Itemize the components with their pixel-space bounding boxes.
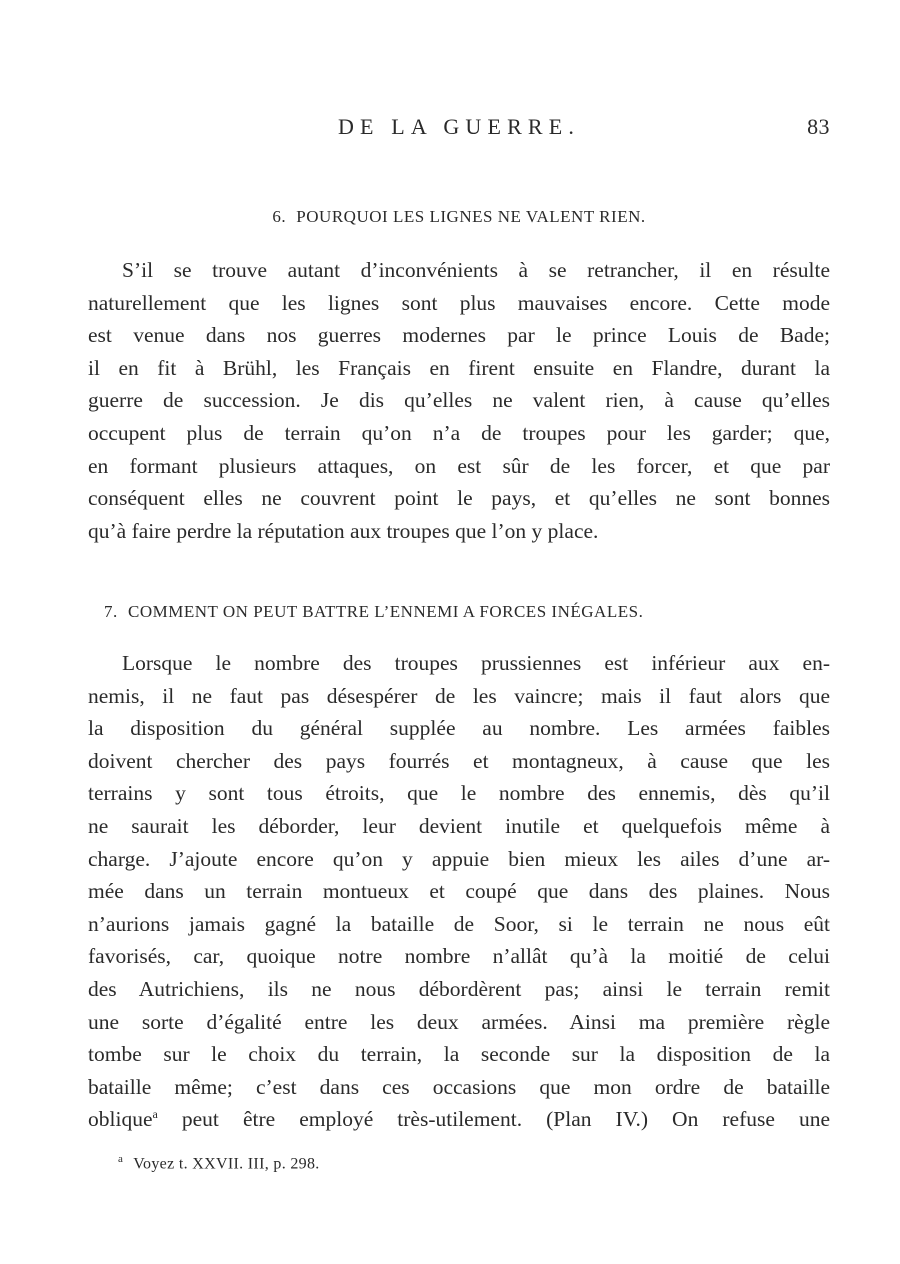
- text-line-with-footnote-ref: [88, 1103, 830, 1136]
- text-line: S’il se trouve autant d’inconvénients à se retrancher, il en résulte: [122, 258, 830, 282]
- text-line: la disposition du général supplée au nombre. Les armées faibles: [88, 716, 830, 741]
- running-title: DE LA GUERRE.: [337, 114, 581, 139]
- text-line: des Autrichiens, ils ne nous débordèrent pas; ainsi le terrain remit: [88, 976, 830, 1001]
- text-line: en formant plusieurs attaques, on est sûr de les forcer, et que par: [88, 453, 830, 478]
- section-7-paragraph: [88, 647, 830, 1136]
- section-7-number: 7.: [104, 602, 118, 621]
- text-line: guerre de succession. Je dis qu’elles ne valent rien, à cause qu’elles: [88, 388, 830, 413]
- text-line: il en fit à Brühl, les Français en firent ensuite en Flandre, durant la: [88, 355, 830, 380]
- text-line: ne saurait les déborder, leur devient inutile et quelquefois même à: [88, 813, 830, 838]
- section-7-heading: [88, 600, 830, 624]
- section-7-title: COMMENT ON PEUT BATTRE L’ENNEMI A FORCES INÉGALES.: [127, 602, 644, 621]
- line-start: oblique: [88, 1107, 153, 1132]
- text-line: est venue dans nos guerres modernes par le prince Louis de Bade;: [88, 323, 830, 348]
- text-line: conséquent elles ne couvrent point le pays, et qu’elles ne sont bonnes: [88, 486, 830, 511]
- text-line: n’aurions jamais gagné la bataille de Soor, si le terrain ne nous eût: [88, 911, 830, 936]
- text-line: tombe sur le choix du terrain, la seconde sur la disposition de la: [88, 1042, 830, 1067]
- text-line: favorisés, car, quoique notre nombre n’allât qu’à la moitié de celui: [88, 944, 830, 969]
- text-line: une sorte d’égalité entre les deux armées. Ainsi ma première règle: [88, 1009, 830, 1034]
- text-line: occupent plus de terrain qu’on n’a de troupes pour les garder; que,: [88, 420, 830, 445]
- text-line: qu’à faire perdre la réputation aux troupes que l’on y place.: [88, 518, 599, 543]
- book-page: [88, 0, 830, 1264]
- section-6-heading: [88, 205, 830, 229]
- footnote-ref[interactable]: a: [152, 1107, 158, 1122]
- text-line: naturellement que les lignes sont plus mauvaises encore. Cette mode: [88, 290, 830, 315]
- text-line: bataille même; c’est dans ces occasions que mon ordre de bataille: [88, 1074, 830, 1099]
- text-line: charge. J’ajoute encore qu’on y appuie bien mieux les ailes d’une ar-: [88, 846, 830, 871]
- section-6-number: 6.: [272, 207, 287, 226]
- page-number: 83: [807, 114, 830, 139]
- text-line: Lorsque le nombre des troupes prussiennes est inférieur aux en-: [122, 651, 830, 675]
- footnote: [118, 1148, 320, 1175]
- text-line: terrains y sont tous étroits, que le nombre des ennemis, dès qu’il: [88, 781, 830, 806]
- running-head: [88, 112, 830, 142]
- text-line: nemis, il ne faut pas désespérer de les vaincre; mais il faut alors que: [88, 683, 830, 708]
- text-line: doivent chercher des pays fourrés et montagneux, à cause que les: [88, 748, 830, 773]
- section-6-paragraph: [88, 254, 830, 547]
- footnote-mark: a: [118, 1153, 124, 1165]
- line-end: peut être employé très-utilement. (Plan IV.) On refuse une: [157, 1107, 830, 1132]
- footnote-text: Voyez t. XXVII. III, p. 298.: [133, 1155, 320, 1173]
- section-6-title: POURQUOI LES LIGNES NE VALENT RIEN.: [296, 207, 646, 226]
- text-line: mée dans un terrain montueux et coupé que dans des plaines. Nous: [88, 879, 830, 904]
